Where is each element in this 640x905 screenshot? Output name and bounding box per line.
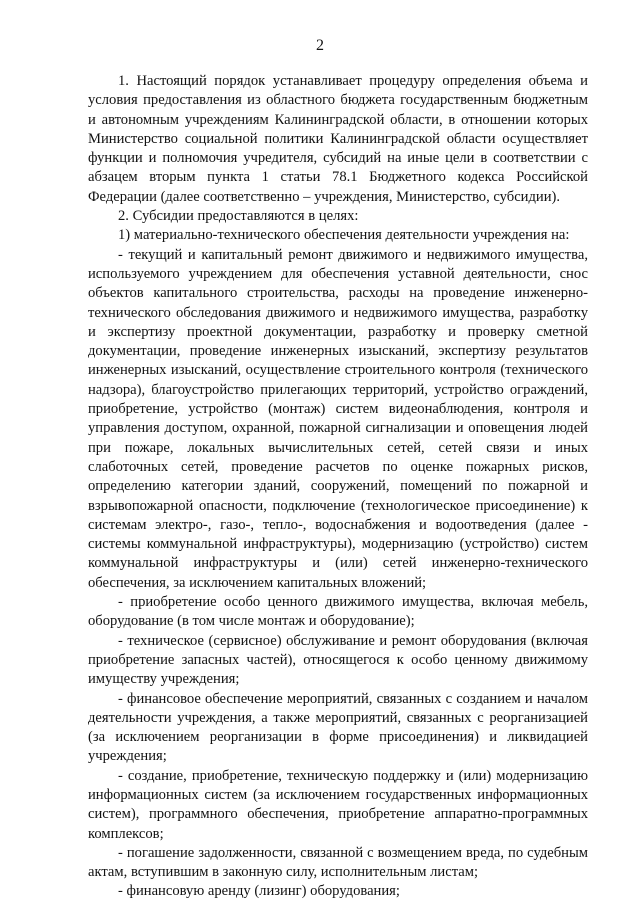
paragraph-1: 1. Настоящий порядок устанавливает процедуру определения объема и условия предоставления из областного бюджета государственным бюджетным и автономным учреждениям Калининградской области, в отношении которых Министерство социальной политики Калининградской области осуществляет функции и полномочия учредителя, субсидий на иные цели в соответствии с абзацем вторым пункта 1 статьи 78.1 Бюджетного кодекса Российской Федерации (далее соответственно – учреждения, Министерство, субсидии).: [88, 73, 588, 205]
list-item-maintenance: - техническое (сервисное) обслуживание и ремонт оборудования (включая приобретение запасных частей), относящегося к особо ценному движимому имуществу учреждения;: [88, 632, 588, 688]
document-body: [88, 72, 588, 902]
paragraph-2: 2. Субсидии предоставляются в целях:: [118, 208, 359, 225]
list-item-acquisition: - приобретение особо ценного движимого имущества, включая мебель, оборудование (в том числе монтаж и оборудование);: [88, 594, 588, 630]
list-item-information-systems: - создание, приобретение, техническую поддержку и (или) модернизацию информационных систем (за исключением государственных информационных систем), программного обеспечения, приобретение аппаратно-программных комплексов;: [88, 767, 588, 842]
list-item-debt-repayment: - погашение задолженности, связанной с возмещением вреда, по судебным актам, вступившим в законную силу, исполнительным листам;: [88, 844, 588, 881]
list-item-reorganization: - финансовое обеспечение мероприятий, связанных с созданием и началом деятельности учреждения, а также мероприятий, связанных с реорганизацией (за исключением реорганизации в форме присоединения) и ликвидацией учреждения;: [88, 690, 588, 765]
paragraph-3: 1) материально-технического обеспечения деятельности учреждения на:: [118, 227, 570, 244]
page-number: 2: [316, 37, 324, 54]
list-item-leasing: - финансовую аренду (лизинг) оборудования;: [118, 883, 400, 900]
list-item-repair: - текущий и капитальный ремонт движимого и недвижимого имущества, используемого учреждением для обеспечения уставной деятельности, снос объектов капитального строительства, расходы на проведение инженерно-технического обследования движимого и недвижимого имущества, разработку и экспертизу проектной документации, разработку и проверку сметной документации, проведение инженерных изысканий, экспертизу результатов инженерных изысканий, осуществление строительного контроля (технического надзора), благоустройство прилегающих территорий, устройство ограждений, приобретение, устройство (монтаж) систем видеонаблюдения, контроля и управления доступом, охранной, пожарной сигнализации и оповещения людей при пожаре, локальных вычислительных сетей, сетей связи и иных слаботочных сетей, проведение расчетов по оценке пожарных рисков, определению категории зданий, сооружений, помещений по пожарной и взрывопожарной опасности, подключение (технологическое присоединение) к системам электро-, газо-, тепло-, водоснабжения и водоотведения (далее - системы коммунальной инфраструктуры), модернизацию (устройство) систем коммунальной инфраструктуры и (или) сетей инженерно-технического обеспечения, за исключением капитальных вложений;: [88, 246, 588, 591]
